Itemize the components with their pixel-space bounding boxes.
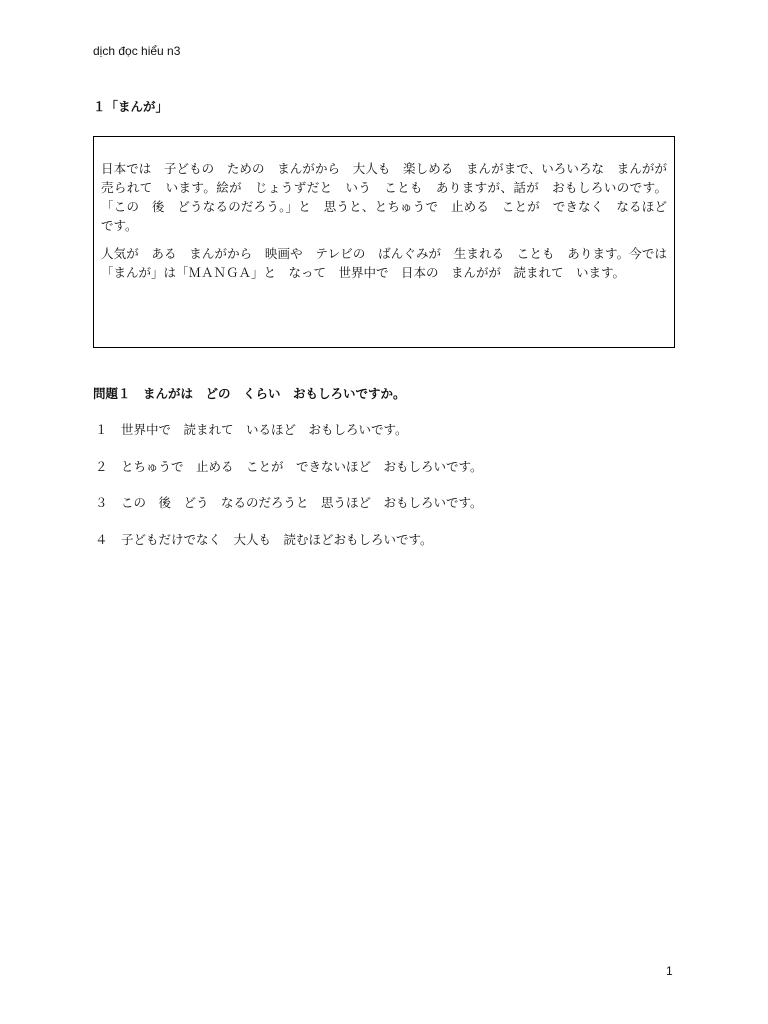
option-number: ２ [95,458,108,474]
answer-option-2 [95,458,483,495]
option-text: この 後 どう なるのだろうと 思うほど おもしろいです。 [121,495,483,511]
option-number: ３ [95,495,108,511]
answer-option-1 [95,421,483,458]
option-text: 世界中で 読まれて いるほど おもしろいです。 [121,422,408,437]
option-text: とちゅうで 止める ことが できないほど おもしろいです。 [121,458,483,474]
reading-paragraph-2: 人気が ある まんがから 映画や テレビの ばんぐみが 生まれる ことも あります。今では「まんが」は「ＭＡＮＧＡ」と なって 世界中で 日本の まんがが 読まれて います。 [101,246,667,280]
answer-option-3 [95,494,483,531]
page-number: 1 [666,964,673,978]
option-text: 子どもだけでなく 大人も 読むほどおもしろいです。 [121,532,433,548]
answer-option-4 [95,531,483,568]
section-title: １「まんが」 [93,99,169,114]
reading-paragraph-1: 日本では 子どもの ための まんがから 大人も 楽しめる まんがまで、いろいろな まんがが 売られて います。絵が じょうずだと いう ことも ありますが、話が おもしろいのです。「この 後 どうなるのだろう。」と 思うと、とちゅうで 止める ことが できなく なるほどです。 [101,161,680,233]
option-number: ４ [95,532,108,548]
option-number: １ [95,422,108,437]
answer-options-list [95,421,483,568]
question-prompt: 問題１ まんがは どの くらい おもしろいですか。 [93,386,406,401]
reading-passage-box [93,136,680,348]
document-header: dịch đọc hiểu n3 [93,44,181,58]
